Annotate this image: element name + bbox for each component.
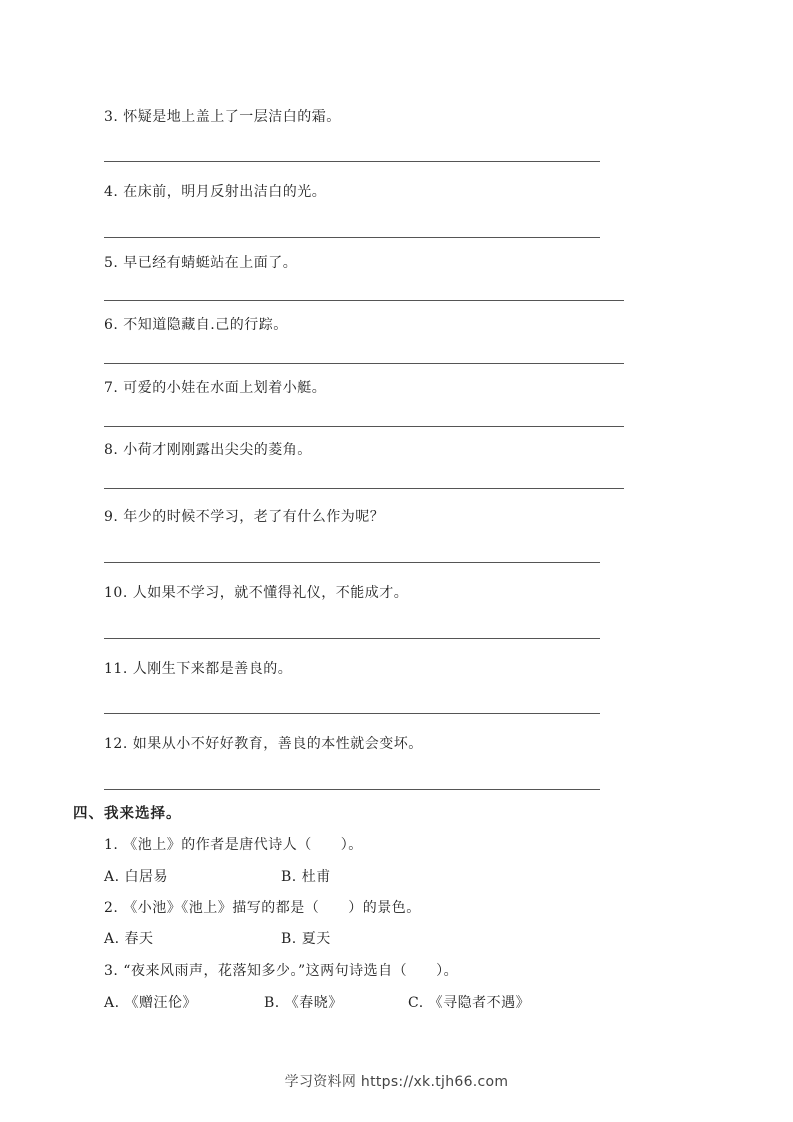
rewrite-item-6: 6. 不知道隐藏自.己的行踪。 — [104, 317, 288, 333]
answer-line-9[interactable] — [104, 562, 600, 563]
choice-option-1a[interactable]: A. 白居易 — [104, 869, 169, 885]
choice-question-2: 2. 《小池》《池上》描写的都是（ ）的景色。 — [104, 900, 421, 916]
choice-option-2a[interactable]: A. 春天 — [104, 931, 154, 947]
answer-line-7[interactable] — [104, 426, 624, 427]
answer-line-5[interactable] — [104, 300, 624, 301]
choice-option-3c[interactable]: C. 《寻隐者不遇》 — [408, 995, 531, 1011]
answer-line-6[interactable] — [104, 363, 624, 364]
rewrite-item-12: 12. 如果从小不好好教育，善良的本性就会变坏。 — [104, 736, 423, 752]
choice-option-1b[interactable]: B. 杜甫 — [281, 869, 331, 885]
answer-line-12[interactable] — [104, 789, 600, 790]
choice-option-3b[interactable]: B. 《春晓》 — [264, 995, 343, 1011]
rewrite-item-4: 4. 在床前，明月反射出洁白的光。 — [104, 184, 327, 200]
answer-line-8[interactable] — [104, 488, 624, 489]
rewrite-item-7: 7. 可爱的小娃在水面上划着小艇。 — [104, 380, 327, 396]
rewrite-item-10: 10. 人如果不学习，就不懂得礼仪，不能成才。 — [104, 585, 409, 601]
choice-question-1: 1. 《池上》的作者是唐代诗人（ ）。 — [104, 837, 363, 853]
rewrite-item-9: 9. 年少的时候不学习，老了有什么作为呢？ — [104, 509, 385, 525]
rewrite-item-11: 11. 人刚生下来都是善良的。 — [104, 661, 293, 677]
choice-option-2b[interactable]: B. 夏天 — [281, 931, 331, 947]
rewrite-item-3: 3. 怀疑是地上盖上了一层洁白的霜。 — [104, 109, 341, 125]
footer-watermark: 学习资料网 https://xk.tjh66.com — [284, 1074, 509, 1090]
section-title: 四、我来选择。 — [73, 805, 182, 822]
choice-question-3: 3. “夜来风雨声，花落知多少。”这两句诗选自（ ）。 — [104, 963, 459, 979]
answer-line-3[interactable] — [104, 161, 600, 162]
answer-line-10[interactable] — [104, 638, 600, 639]
answer-line-11[interactable] — [104, 713, 600, 714]
answer-line-4[interactable] — [104, 237, 600, 238]
rewrite-item-5: 5. 早已经有蜻蜓站在上面了。 — [104, 255, 298, 271]
rewrite-item-8: 8. 小荷才刚刚露出尖尖的菱角。 — [104, 442, 312, 458]
choice-option-3a[interactable]: A. 《赠汪伦》 — [104, 995, 198, 1011]
